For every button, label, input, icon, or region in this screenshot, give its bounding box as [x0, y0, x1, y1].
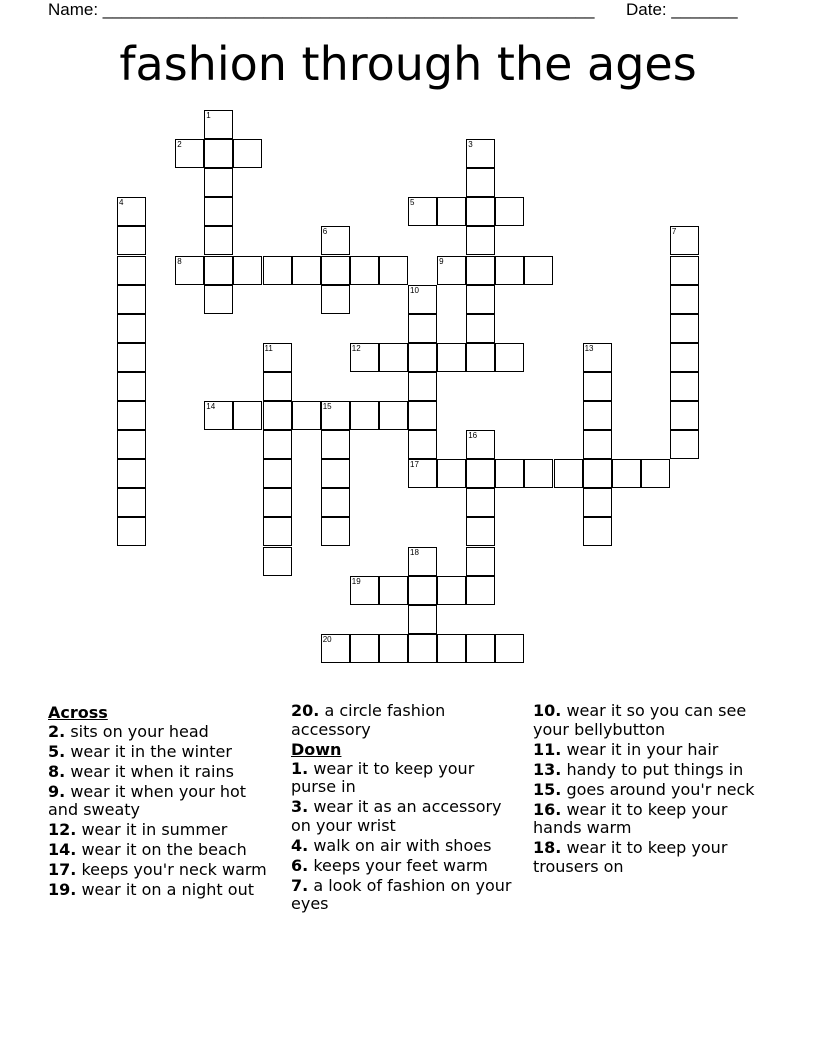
clue-number: 11: [264, 343, 273, 353]
grid-cell[interactable]: [466, 488, 495, 517]
grid-cell[interactable]: [321, 488, 350, 517]
clue-number: 13: [584, 343, 594, 353]
grid-cell[interactable]: [379, 634, 408, 663]
clue-number: 10: [410, 285, 419, 295]
clue-down-11: 11. wear it in your hair: [533, 739, 719, 759]
clue-number: 17: [410, 460, 419, 470]
grid-cell[interactable]: [117, 372, 146, 401]
clue-across-8: 8. wear it when it rains: [48, 761, 234, 781]
grid-cell[interactable]: [408, 372, 437, 401]
grid-cell[interactable]: [408, 576, 437, 605]
grid-cell[interactable]: [670, 372, 699, 401]
clue-across-9: 9. wear it when your hot and sweaty: [48, 781, 247, 819]
grid-cell[interactable]: [495, 459, 524, 488]
date-field-label: Date: _______: [626, 0, 738, 19]
clue-number: 5: [410, 198, 415, 208]
grid-cell[interactable]: [408, 343, 437, 372]
grid-cell[interactable]: [350, 634, 379, 663]
grid-cell[interactable]: [263, 488, 292, 517]
clue-number: 8: [177, 256, 182, 266]
clue-number: 7: [671, 227, 677, 237]
grid-cell[interactable]: [350, 256, 379, 285]
page-title: fashion through the ages: [119, 37, 697, 91]
grid-cell[interactable]: [321, 459, 350, 488]
clues-column-1: [48, 702, 280, 901]
grid-cell[interactable]: [670, 314, 699, 343]
clue-down-3: 3. wear it as an accessory on your wrist: [291, 797, 502, 835]
grid-cell[interactable]: [554, 459, 583, 488]
grid-cell[interactable]: [117, 314, 146, 343]
grid-cell[interactable]: [641, 459, 670, 488]
grid-cell[interactable]: [408, 634, 437, 663]
grid-cell[interactable]: [670, 256, 699, 285]
grid-cell[interactable]: [408, 285, 437, 314]
grid-cell[interactable]: [175, 139, 204, 168]
grid-cell[interactable]: [524, 256, 553, 285]
clue-number: 4: [119, 198, 124, 208]
grid-cell[interactable]: [466, 139, 495, 168]
clue-across-20: 20. a circle fashion accessory: [291, 701, 446, 739]
grid-cell[interactable]: [321, 517, 350, 546]
grid-cell[interactable]: [379, 343, 408, 372]
grid-cell[interactable]: [495, 256, 524, 285]
down-heading: Down: [291, 740, 342, 759]
grid-cell[interactable]: [321, 430, 350, 459]
grid-cell[interactable]: [379, 401, 408, 430]
grid-cell[interactable]: [466, 517, 495, 546]
grid-cell[interactable]: [583, 517, 612, 546]
grid-cell[interactable]: [263, 430, 292, 459]
grid-cell[interactable]: [583, 372, 612, 401]
grid-cell[interactable]: [379, 256, 408, 285]
grid-cell[interactable]: [117, 430, 146, 459]
clue-number: 6: [322, 227, 328, 237]
grid-cell[interactable]: [670, 226, 699, 255]
grid-cell[interactable]: [437, 197, 466, 226]
clue-number: 9: [439, 256, 444, 266]
grid-cell[interactable]: [350, 343, 379, 372]
grid-cell[interactable]: [466, 547, 495, 576]
clue-number: 16: [468, 431, 478, 441]
clue-down-10: 10. wear it so you can see your bellybutton: [533, 701, 747, 739]
clue-number: 18: [410, 547, 419, 557]
grid-cell[interactable]: [466, 430, 495, 459]
clue-down-13: 13. handy to put things in: [533, 759, 744, 779]
name-field-label: Name: ____________________________________________________: [48, 0, 595, 19]
grid-cell[interactable]: [117, 197, 146, 226]
clues-column-2: [291, 702, 523, 915]
grid-cell[interactable]: [583, 343, 612, 372]
grid-cell[interactable]: [524, 459, 553, 488]
grid-cell[interactable]: [670, 401, 699, 430]
grid-cell[interactable]: [350, 576, 379, 605]
grid-cell[interactable]: [204, 197, 233, 226]
grid-cell[interactable]: [204, 226, 233, 255]
grid-cell[interactable]: [408, 430, 437, 459]
grid-cell[interactable]: [233, 401, 262, 430]
clue-down-18: 18. wear it to keep your trousers on: [533, 838, 728, 876]
grid-cell[interactable]: [437, 459, 466, 488]
grid-cell[interactable]: [466, 343, 495, 372]
grid-cell[interactable]: [263, 343, 292, 372]
grid-cell[interactable]: [583, 459, 612, 488]
grid-cell[interactable]: [670, 285, 699, 314]
grid-cell[interactable]: [263, 372, 292, 401]
clue-down-16: 16. wear it to keep your hands warm: [533, 799, 728, 837]
grid-cell[interactable]: [117, 401, 146, 430]
grid-cell[interactable]: [204, 285, 233, 314]
clue-across-19: 19. wear it on a night out: [48, 880, 254, 899]
grid-cell[interactable]: [466, 197, 495, 226]
grid-cell[interactable]: [612, 459, 641, 488]
clue-number: 15: [322, 402, 332, 411]
grid-cell[interactable]: [437, 576, 466, 605]
grid-cell[interactable]: [263, 459, 292, 488]
grid-cell[interactable]: [204, 168, 233, 197]
grid-cell[interactable]: [466, 168, 495, 197]
grid-cell[interactable]: [204, 110, 233, 139]
clue-number: 12: [351, 343, 361, 353]
grid-cell[interactable]: [466, 576, 495, 605]
grid-cell[interactable]: [233, 256, 262, 285]
grid-cell[interactable]: [466, 314, 495, 343]
grid-cell[interactable]: [350, 401, 379, 430]
clue-across-2: 2. sits on your head: [48, 721, 209, 741]
clue-down-7: 7. a look of fashion on your eyes: [291, 875, 512, 913]
grid-cell[interactable]: [583, 488, 612, 517]
clue-across-17: 17. keeps you'r neck warm: [48, 860, 267, 879]
grid-cell[interactable]: [204, 256, 233, 285]
grid-cell[interactable]: [263, 547, 292, 576]
clue-number: 2: [177, 140, 182, 150]
grid-cell[interactable]: [292, 401, 321, 430]
grid-cell[interactable]: [466, 226, 495, 255]
grid-cell[interactable]: [321, 285, 350, 314]
across-heading: Across: [48, 703, 108, 722]
grid-cell[interactable]: [263, 401, 292, 430]
grid-cell[interactable]: [175, 256, 204, 285]
clue-across-5: 5. wear it in the winter: [48, 741, 232, 761]
grid-cell[interactable]: [408, 314, 437, 343]
grid-cell[interactable]: [466, 285, 495, 314]
grid-cell[interactable]: [495, 197, 524, 226]
grid-cell[interactable]: [204, 401, 233, 430]
grid-cell[interactable]: [466, 256, 495, 285]
grid-cell[interactable]: [437, 343, 466, 372]
grid-cell[interactable]: [117, 517, 146, 546]
grid-cell[interactable]: [466, 634, 495, 663]
clue-across-14: 14. wear it on the beach: [48, 840, 247, 859]
grid-cell[interactable]: [117, 256, 146, 285]
clue-number: 1: [206, 111, 211, 120]
grid-cell[interactable]: [408, 605, 437, 634]
clue-down-4: 4. walk on air with shoes: [291, 835, 492, 855]
grid-cell[interactable]: [670, 430, 699, 459]
grid-cell[interactable]: [437, 634, 466, 663]
grid-cell[interactable]: [263, 256, 292, 285]
grid-cell[interactable]: [408, 197, 437, 226]
grid-cell[interactable]: [117, 226, 146, 255]
grid-cell[interactable]: [204, 139, 233, 168]
clue-number: 14: [206, 402, 216, 411]
clues-column-3: [533, 702, 773, 878]
grid-cell[interactable]: [437, 256, 466, 285]
grid-cell[interactable]: [379, 576, 408, 605]
grid-cell[interactable]: [321, 256, 350, 285]
grid-cell[interactable]: [321, 634, 350, 663]
clue-down-6: 6. keeps your feet warm: [291, 855, 488, 875]
clue-down-1: 1. wear it to keep your purse in: [291, 758, 475, 796]
grid-cell[interactable]: [117, 459, 146, 488]
grid-cell[interactable]: [233, 139, 262, 168]
grid-cell[interactable]: [495, 634, 524, 663]
grid-cell[interactable]: [117, 285, 146, 314]
clue-down-15: 15. goes around you'r neck: [533, 779, 755, 799]
grid-cell[interactable]: [321, 401, 350, 430]
clue-across-12: 12. wear it in summer: [48, 820, 228, 839]
clue-number: 3: [468, 140, 473, 150]
grid-cell[interactable]: [583, 430, 612, 459]
clue-number: 19: [351, 576, 361, 586]
grid-cell[interactable]: [408, 547, 437, 576]
clue-number: 20: [322, 634, 332, 644]
grid-cell[interactable]: [117, 343, 146, 372]
grid-cell[interactable]: [466, 459, 495, 488]
grid-cell[interactable]: [583, 401, 612, 430]
grid-cell[interactable]: [670, 343, 699, 372]
grid-cell[interactable]: [292, 256, 321, 285]
grid-cell[interactable]: [321, 226, 350, 255]
grid-cell[interactable]: [263, 517, 292, 546]
grid-cell[interactable]: [117, 488, 146, 517]
grid-cell[interactable]: [408, 401, 437, 430]
grid-cell[interactable]: [495, 343, 524, 372]
grid-cell[interactable]: [408, 459, 437, 488]
